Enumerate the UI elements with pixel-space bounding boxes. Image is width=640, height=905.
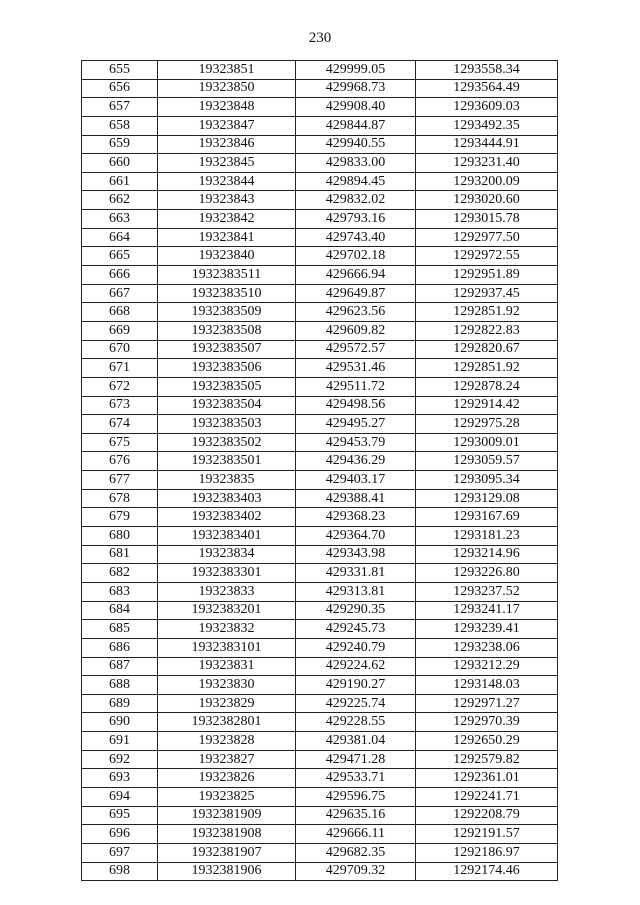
table-row: [82, 787, 558, 806]
y-coordinate-cell: 1292174.46: [416, 862, 558, 881]
row-number-cell: 692: [82, 750, 158, 769]
point-id-cell: 19323840: [158, 247, 296, 266]
y-coordinate-cell: 1293226.80: [416, 564, 558, 583]
row-number-cell: 658: [82, 116, 158, 135]
table-row: [82, 228, 558, 247]
point-id-cell: 1932383301: [158, 564, 296, 583]
row-number-cell: 683: [82, 582, 158, 601]
row-number-cell: 663: [82, 210, 158, 229]
x-coordinate-cell: 429908.40: [296, 98, 416, 117]
page-number: 230: [308, 30, 332, 46]
y-coordinate-cell: 1293492.35: [416, 116, 558, 135]
x-coordinate-cell: 429498.56: [296, 396, 416, 415]
row-number-cell: 689: [82, 694, 158, 713]
y-coordinate-cell: 1292361.01: [416, 769, 558, 788]
y-coordinate-cell: 1293214.96: [416, 545, 558, 564]
point-id-cell: 19323825: [158, 787, 296, 806]
table-row: [82, 638, 558, 657]
table-row: [82, 191, 558, 210]
x-coordinate-cell: 429225.74: [296, 694, 416, 713]
table-row: [82, 657, 558, 676]
point-id-cell: 19323834: [158, 545, 296, 564]
point-id-cell: 19323826: [158, 769, 296, 788]
x-coordinate-cell: 429999.05: [296, 61, 416, 80]
point-id-cell: 1932383509: [158, 303, 296, 322]
table-row: [82, 266, 558, 285]
x-coordinate-cell: 429240.79: [296, 638, 416, 657]
row-number-cell: 697: [82, 843, 158, 862]
x-coordinate-cell: 429403.17: [296, 471, 416, 490]
table-row: [82, 713, 558, 732]
table-row: [82, 732, 558, 751]
point-id-cell: 1932383504: [158, 396, 296, 415]
table-row: [82, 452, 558, 471]
point-id-cell: 1932383508: [158, 321, 296, 340]
x-coordinate-cell: 429844.87: [296, 116, 416, 135]
table-row: [82, 135, 558, 154]
table-row: [82, 172, 558, 191]
row-number-cell: 686: [82, 638, 158, 657]
x-coordinate-cell: 429572.57: [296, 340, 416, 359]
row-number-cell: 677: [82, 471, 158, 490]
coordinates-table: [81, 60, 558, 881]
x-coordinate-cell: 429228.55: [296, 713, 416, 732]
y-coordinate-cell: 1293609.03: [416, 98, 558, 117]
x-coordinate-cell: 429635.16: [296, 806, 416, 825]
point-id-cell: 19323843: [158, 191, 296, 210]
point-id-cell: 1932383403: [158, 489, 296, 508]
point-id-cell: 1932381906: [158, 862, 296, 881]
x-coordinate-cell: 429743.40: [296, 228, 416, 247]
point-id-cell: 19323851: [158, 61, 296, 80]
point-id-cell: 1932383506: [158, 359, 296, 378]
y-coordinate-cell: 1292977.50: [416, 228, 558, 247]
point-id-cell: 19323842: [158, 210, 296, 229]
y-coordinate-cell: 1293564.49: [416, 79, 558, 98]
table-row: [82, 564, 558, 583]
x-coordinate-cell: 429245.73: [296, 620, 416, 639]
row-number-cell: 685: [82, 620, 158, 639]
row-number-cell: 656: [82, 79, 158, 98]
point-id-cell: 19323845: [158, 154, 296, 173]
point-id-cell: 1932383201: [158, 601, 296, 620]
point-id-cell: 1932383503: [158, 415, 296, 434]
table-row: [82, 321, 558, 340]
y-coordinate-cell: 1292579.82: [416, 750, 558, 769]
table-row: [82, 694, 558, 713]
row-number-cell: 694: [82, 787, 158, 806]
table-row: [82, 750, 558, 769]
y-coordinate-cell: 1292914.42: [416, 396, 558, 415]
row-number-cell: 667: [82, 284, 158, 303]
point-id-cell: 19323830: [158, 676, 296, 695]
row-number-cell: 678: [82, 489, 158, 508]
y-coordinate-cell: 1293231.40: [416, 154, 558, 173]
y-coordinate-cell: 1292971.27: [416, 694, 558, 713]
point-id-cell: 19323827: [158, 750, 296, 769]
y-coordinate-cell: 1293238.06: [416, 638, 558, 657]
x-coordinate-cell: 429682.35: [296, 843, 416, 862]
y-coordinate-cell: 1292650.29: [416, 732, 558, 751]
y-coordinate-cell: 1292208.79: [416, 806, 558, 825]
point-id-cell: 19323844: [158, 172, 296, 191]
row-number-cell: 688: [82, 676, 158, 695]
x-coordinate-cell: 429453.79: [296, 433, 416, 452]
x-coordinate-cell: 429649.87: [296, 284, 416, 303]
table-row: [82, 769, 558, 788]
y-coordinate-cell: 1293241.17: [416, 601, 558, 620]
x-coordinate-cell: 429364.70: [296, 527, 416, 546]
point-id-cell: 19323841: [158, 228, 296, 247]
table-row: [82, 154, 558, 173]
point-id-cell: 1932381909: [158, 806, 296, 825]
y-coordinate-cell: 1293009.01: [416, 433, 558, 452]
y-coordinate-cell: 1292186.97: [416, 843, 558, 862]
point-id-cell: 19323829: [158, 694, 296, 713]
point-id-cell: 1932383510: [158, 284, 296, 303]
y-coordinate-cell: 1292851.92: [416, 359, 558, 378]
row-number-cell: 668: [82, 303, 158, 322]
x-coordinate-cell: 429343.98: [296, 545, 416, 564]
point-id-cell: 1932381908: [158, 825, 296, 844]
row-number-cell: 669: [82, 321, 158, 340]
table-row: [82, 359, 558, 378]
table-row: [82, 545, 558, 564]
point-id-cell: 1932383511: [158, 266, 296, 285]
x-coordinate-cell: 429833.00: [296, 154, 416, 173]
x-coordinate-cell: 429702.18: [296, 247, 416, 266]
row-number-cell: 673: [82, 396, 158, 415]
point-id-cell: 19323848: [158, 98, 296, 117]
row-number-cell: 655: [82, 61, 158, 80]
y-coordinate-cell: 1292822.83: [416, 321, 558, 340]
x-coordinate-cell: 429609.82: [296, 321, 416, 340]
x-coordinate-cell: 429436.29: [296, 452, 416, 471]
x-coordinate-cell: 429388.41: [296, 489, 416, 508]
x-coordinate-cell: 429709.32: [296, 862, 416, 881]
x-coordinate-cell: 429331.81: [296, 564, 416, 583]
x-coordinate-cell: 429793.16: [296, 210, 416, 229]
y-coordinate-cell: 1292937.45: [416, 284, 558, 303]
row-number-cell: 693: [82, 769, 158, 788]
table-row: [82, 806, 558, 825]
y-coordinate-cell: 1293129.08: [416, 489, 558, 508]
point-id-cell: 19323828: [158, 732, 296, 751]
row-number-cell: 662: [82, 191, 158, 210]
row-number-cell: 665: [82, 247, 158, 266]
x-coordinate-cell: 429190.27: [296, 676, 416, 695]
table-body: [82, 61, 558, 881]
y-coordinate-cell: 1292970.39: [416, 713, 558, 732]
y-coordinate-cell: 1292972.55: [416, 247, 558, 266]
x-coordinate-cell: 429511.72: [296, 377, 416, 396]
table-row: [82, 79, 558, 98]
y-coordinate-cell: 1293020.60: [416, 191, 558, 210]
row-number-cell: 687: [82, 657, 158, 676]
point-id-cell: 19323850: [158, 79, 296, 98]
row-number-cell: 660: [82, 154, 158, 173]
y-coordinate-cell: 1292820.67: [416, 340, 558, 359]
row-number-cell: 664: [82, 228, 158, 247]
y-coordinate-cell: 1292241.71: [416, 787, 558, 806]
row-number-cell: 659: [82, 135, 158, 154]
x-coordinate-cell: 429623.56: [296, 303, 416, 322]
y-coordinate-cell: 1293237.52: [416, 582, 558, 601]
point-id-cell: 1932383401: [158, 527, 296, 546]
y-coordinate-cell: 1293059.57: [416, 452, 558, 471]
point-id-cell: 1932383502: [158, 433, 296, 452]
row-number-cell: 676: [82, 452, 158, 471]
point-id-cell: 1932382801: [158, 713, 296, 732]
point-id-cell: 19323846: [158, 135, 296, 154]
x-coordinate-cell: 429381.04: [296, 732, 416, 751]
x-coordinate-cell: 429968.73: [296, 79, 416, 98]
point-id-cell: 1932383402: [158, 508, 296, 527]
y-coordinate-cell: 1293558.34: [416, 61, 558, 80]
x-coordinate-cell: 429533.71: [296, 769, 416, 788]
table-row: [82, 843, 558, 862]
y-coordinate-cell: 1293239.41: [416, 620, 558, 639]
x-coordinate-cell: 429894.45: [296, 172, 416, 191]
y-coordinate-cell: 1292851.92: [416, 303, 558, 322]
table-row: [82, 116, 558, 135]
table-row: [82, 620, 558, 639]
point-id-cell: 19323847: [158, 116, 296, 135]
table-row: [82, 247, 558, 266]
point-id-cell: 19323833: [158, 582, 296, 601]
row-number-cell: 672: [82, 377, 158, 396]
row-number-cell: 682: [82, 564, 158, 583]
x-coordinate-cell: 429368.23: [296, 508, 416, 527]
row-number-cell: 695: [82, 806, 158, 825]
row-number-cell: 661: [82, 172, 158, 191]
row-number-cell: 696: [82, 825, 158, 844]
x-coordinate-cell: 429313.81: [296, 582, 416, 601]
row-number-cell: 671: [82, 359, 158, 378]
row-number-cell: 674: [82, 415, 158, 434]
point-id-cell: 1932383505: [158, 377, 296, 396]
point-id-cell: 19323831: [158, 657, 296, 676]
table-row: [82, 340, 558, 359]
table-row: [82, 676, 558, 695]
row-number-cell: 690: [82, 713, 158, 732]
point-id-cell: 19323832: [158, 620, 296, 639]
row-number-cell: 684: [82, 601, 158, 620]
y-coordinate-cell: 1292951.89: [416, 266, 558, 285]
y-coordinate-cell: 1292878.24: [416, 377, 558, 396]
table-row: [82, 601, 558, 620]
row-number-cell: 670: [82, 340, 158, 359]
row-number-cell: 679: [82, 508, 158, 527]
row-number-cell: 675: [82, 433, 158, 452]
x-coordinate-cell: 429832.02: [296, 191, 416, 210]
x-coordinate-cell: 429666.11: [296, 825, 416, 844]
y-coordinate-cell: 1292975.28: [416, 415, 558, 434]
x-coordinate-cell: 429666.94: [296, 266, 416, 285]
table-row: [82, 98, 558, 117]
point-id-cell: 1932383501: [158, 452, 296, 471]
point-id-cell: 19323835: [158, 471, 296, 490]
row-number-cell: 698: [82, 862, 158, 881]
x-coordinate-cell: 429471.28: [296, 750, 416, 769]
table-row: [82, 433, 558, 452]
table-row: [82, 825, 558, 844]
row-number-cell: 691: [82, 732, 158, 751]
y-coordinate-cell: 1293095.34: [416, 471, 558, 490]
y-coordinate-cell: 1292191.57: [416, 825, 558, 844]
y-coordinate-cell: 1293181.23: [416, 527, 558, 546]
table-row: [82, 61, 558, 80]
table-row: [82, 396, 558, 415]
row-number-cell: 657: [82, 98, 158, 117]
point-id-cell: 1932381907: [158, 843, 296, 862]
x-coordinate-cell: 429290.35: [296, 601, 416, 620]
table-row: [82, 582, 558, 601]
y-coordinate-cell: 1293015.78: [416, 210, 558, 229]
x-coordinate-cell: 429224.62: [296, 657, 416, 676]
y-coordinate-cell: 1293167.69: [416, 508, 558, 527]
y-coordinate-cell: 1293200.09: [416, 172, 558, 191]
table-row: [82, 862, 558, 881]
row-number-cell: 681: [82, 545, 158, 564]
table-row: [82, 415, 558, 434]
table-row: [82, 508, 558, 527]
table-row: [82, 210, 558, 229]
x-coordinate-cell: 429940.55: [296, 135, 416, 154]
point-id-cell: 1932383507: [158, 340, 296, 359]
x-coordinate-cell: 429495.27: [296, 415, 416, 434]
x-coordinate-cell: 429596.75: [296, 787, 416, 806]
y-coordinate-cell: 1293212.29: [416, 657, 558, 676]
y-coordinate-cell: 1293444.91: [416, 135, 558, 154]
row-number-cell: 680: [82, 527, 158, 546]
table-row: [82, 471, 558, 490]
table-row: [82, 527, 558, 546]
x-coordinate-cell: 429531.46: [296, 359, 416, 378]
table-row: [82, 303, 558, 322]
point-id-cell: 1932383101: [158, 638, 296, 657]
row-number-cell: 666: [82, 266, 158, 285]
table-row: [82, 284, 558, 303]
y-coordinate-cell: 1293148.03: [416, 676, 558, 695]
table-row: [82, 377, 558, 396]
table-row: [82, 489, 558, 508]
